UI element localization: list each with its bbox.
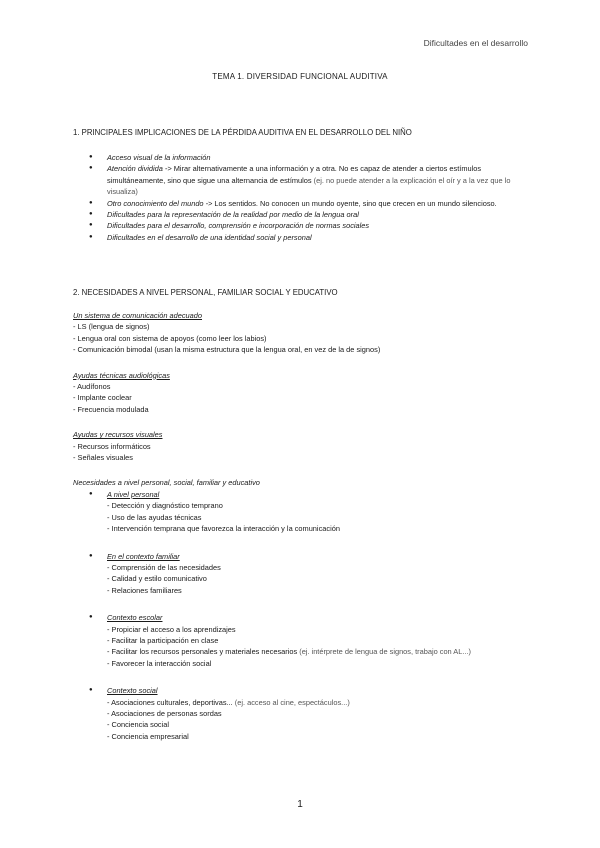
dash-line: - Lengua oral con sistema de apoyos (como leer los labios) <box>73 333 267 343</box>
context-line: - Comprensión de las necesidades <box>107 562 221 572</box>
context-line: - Calidad y estilo comunicativo <box>107 574 207 584</box>
context-line-note: (ej. acceso al cine, espectáculos...) <box>234 697 350 707</box>
context-line <box>107 697 528 708</box>
context-line: - Conciencia empresarial <box>107 731 189 741</box>
bullet-lead: Otro conocimiento del mundo -> <box>107 198 213 208</box>
context-line: - Propiciar el acceso a los aprendizajes <box>107 624 236 634</box>
bullet-lead: Dificultades para el desarrollo, comprensión e incorporación de normas sociales <box>107 221 370 231</box>
dash-line: - Implante coclear <box>73 393 132 403</box>
implications-list <box>73 152 528 243</box>
context-label: ● Contexto social <box>107 686 158 696</box>
visual-aids-block <box>73 429 528 463</box>
context-line: - Intervención temprana que favorezca la interacción y la comunicación <box>107 524 340 534</box>
dash-line: - Recursos informáticos <box>73 441 151 451</box>
subsection-title: Ayudas y recursos visuales <box>73 430 163 440</box>
list-item <box>73 163 528 197</box>
dash-line: - Frecuencia modulada <box>73 404 149 414</box>
context-line: - Facilitar la participación en clase <box>107 635 219 645</box>
context-item-family <box>73 551 528 597</box>
list-item <box>73 220 528 231</box>
technical-aids-block <box>73 370 528 416</box>
context-line-note: (ej. intérprete de lengua de signos, trabajo con AL...) <box>299 647 471 657</box>
bullet-text: Mirar alternativamente a una información y a otra. No es capaz de atender a ciertos estímulos simultáneamente, sino que sigue una alternancia de estímulos <box>107 164 482 185</box>
context-line: - Asociaciones de personas sordas <box>107 708 222 718</box>
subsection-title: Ayudas técnicas audiológicas <box>73 370 170 380</box>
list-item <box>73 209 528 220</box>
context-label: ● En el contexto familiar <box>107 551 180 561</box>
context-label: ● Contexto escolar <box>107 613 163 623</box>
bullet-text: Los sentidos. No conocen un mundo oyente, sino que crecen en un mundo silencioso. <box>212 198 497 208</box>
context-line-text: - Asociaciones culturales, deportivas... <box>107 697 235 707</box>
context-item-social <box>73 685 528 742</box>
section-2-heading: 2. NECESIDADES A NIVEL PERSONAL, FAMILIAR SOCIAL Y EDUCATIVO <box>73 288 338 297</box>
page-number: 1 <box>297 799 303 810</box>
context-item-personal <box>73 489 528 535</box>
context-line: - Detección y diagnóstico temprano <box>107 501 223 511</box>
subsection-title: Un sistema de comunicación adecuado <box>73 311 203 320</box>
list-item <box>73 198 528 209</box>
bullet-lead: Atención dividida -> <box>107 164 172 174</box>
needs-block <box>73 477 528 742</box>
section-2-body <box>73 310 528 758</box>
context-line-text: - Facilitar los recursos personales y materiales necesarios <box>107 647 300 657</box>
subsection-title: Necesidades a nivel personal, social, familiar y educativo <box>73 478 260 488</box>
context-label: ● A nivel personal <box>107 489 160 499</box>
list-item <box>73 152 528 163</box>
running-header: Dificultades en el desarrollo <box>423 38 528 48</box>
bullet-note: (ej. no puede atender a la explicación el oír y a la vez que lo visualiza) <box>107 175 511 197</box>
section-1-heading: 1. PRINCIPALES IMPLICACIONES DE LA PÉRDIDA AUDITIVA EN EL DESARROLLO DEL NIÑO <box>73 128 412 137</box>
context-line: - Relaciones familiares <box>107 585 182 595</box>
bullet-lead: Acceso visual de la información <box>107 153 211 162</box>
context-item-school <box>73 612 528 669</box>
list-item <box>73 232 528 243</box>
bullet-lead: Dificultades en el desarrollo de una identidad social y personal <box>107 232 312 242</box>
bullet-lead: Dificultades para la representación de la realidad por medio de la lengua oral <box>107 210 359 220</box>
section-1-body <box>73 152 528 243</box>
context-line: - Conciencia social <box>107 720 170 730</box>
dash-line: - LS (lengua de signos) <box>73 322 150 332</box>
context-line: - Uso de las ayudas técnicas <box>107 512 202 522</box>
document-title: TEMA 1. DIVERSIDAD FUNCIONAL AUDITIVA <box>212 72 388 81</box>
dash-line: - Comunicación bimodal (usan la misma estructura que la lengua oral, en vez de la de signos) <box>73 345 381 355</box>
context-line <box>107 646 528 657</box>
contexts-list <box>73 489 528 742</box>
dash-line: - Audífonos <box>73 382 111 392</box>
dash-line: - Señales visuales <box>73 453 133 463</box>
communication-system-block <box>73 310 528 356</box>
context-line: - Favorecer la interacción social <box>107 658 212 668</box>
